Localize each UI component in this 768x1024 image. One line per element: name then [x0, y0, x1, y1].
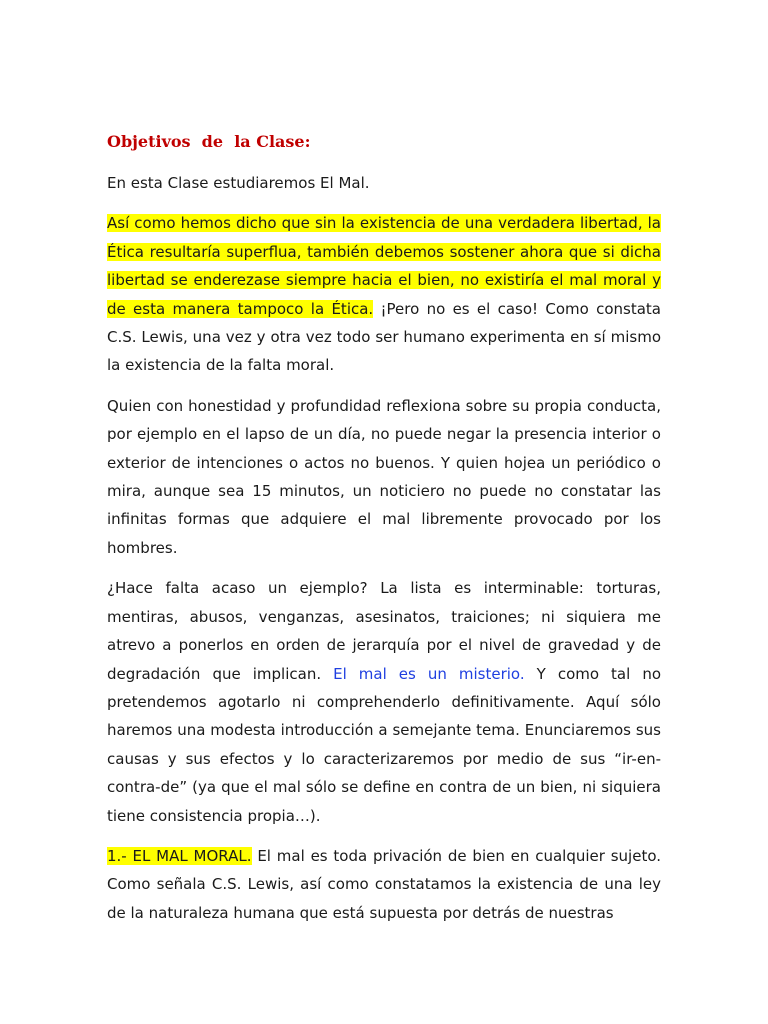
- section-heading: [107, 128, 661, 156]
- paragraph-text: ¿Hace falta acaso un ejemplo? La lista es interminable: torturas, mentiras, abusos, venganzas, asesinatos, traiciones; ni siquiera me atrevo a ponerlos en orden de jerarquía por el nivel de gravedad y de degradación que implican.: [107, 579, 661, 683]
- paragraph-mal-moral: [107, 842, 661, 927]
- paragraph-ejemplo: [107, 574, 661, 830]
- paragraph-honestidad: Quien con honestidad y profundidad reflexiona sobre su propia conducta, por ejemplo en el lapso de un día, no puede negar la presencia interior o exterior de intenciones o actos no buenos. Y quien hojea un periódico o mira, aunque sea 15 minutos, un noticiero no puede no constatar las infinitas formas que adquiere el mal libremente provocado por los hombres.: [107, 396, 661, 557]
- paragraph-text: Y como tal no pretendemos agotarlo ni comprehenderlo definitivamente. Aquí sólo haremos una modesta introducción a semejante tema. Enunciaremos sus causas y sus efectos y lo caracterizaremos por medio de sus “ir-en-contra-de” (ya que el mal sólo se define en contra de un bien, ni siquiera tiene consistencia propia…).: [107, 664, 661, 825]
- paragraph-libertad: [107, 209, 661, 379]
- section-heading-text: Objetivos de la Clase:: [107, 132, 311, 151]
- section-label-highlighted: 1.- EL MAL MORAL.: [107, 846, 252, 865]
- paragraph-text: El mal es toda privación de bien en cualquier sujeto. Como señala C.S. Lewis, así como constatamos la existencia de una ley de la naturaleza humana que está supuesta por detrás de nuestras: [107, 846, 662, 922]
- paragraph-text: ¡Pero no es el caso! Como constata C.S. Lewis, una vez y otra vez todo ser humano experimenta en sí mismo la existencia de la falta moral.: [107, 299, 662, 375]
- intro-paragraph: En esta Clase estudiaremos El Mal.: [107, 174, 370, 192]
- document-page: [107, 128, 661, 939]
- misterio-link[interactable]: El mal es un misterio.: [333, 664, 525, 683]
- highlighted-text: Así como hemos dicho que sin la existencia de una verdadera libertad, la Ética resultaría superflua, también debemos sostener ahora que si dicha libertad se enderezase siempre hacia el bien, no existiría el mal moral y de esta manera tampoco la Ética.: [107, 214, 661, 318]
